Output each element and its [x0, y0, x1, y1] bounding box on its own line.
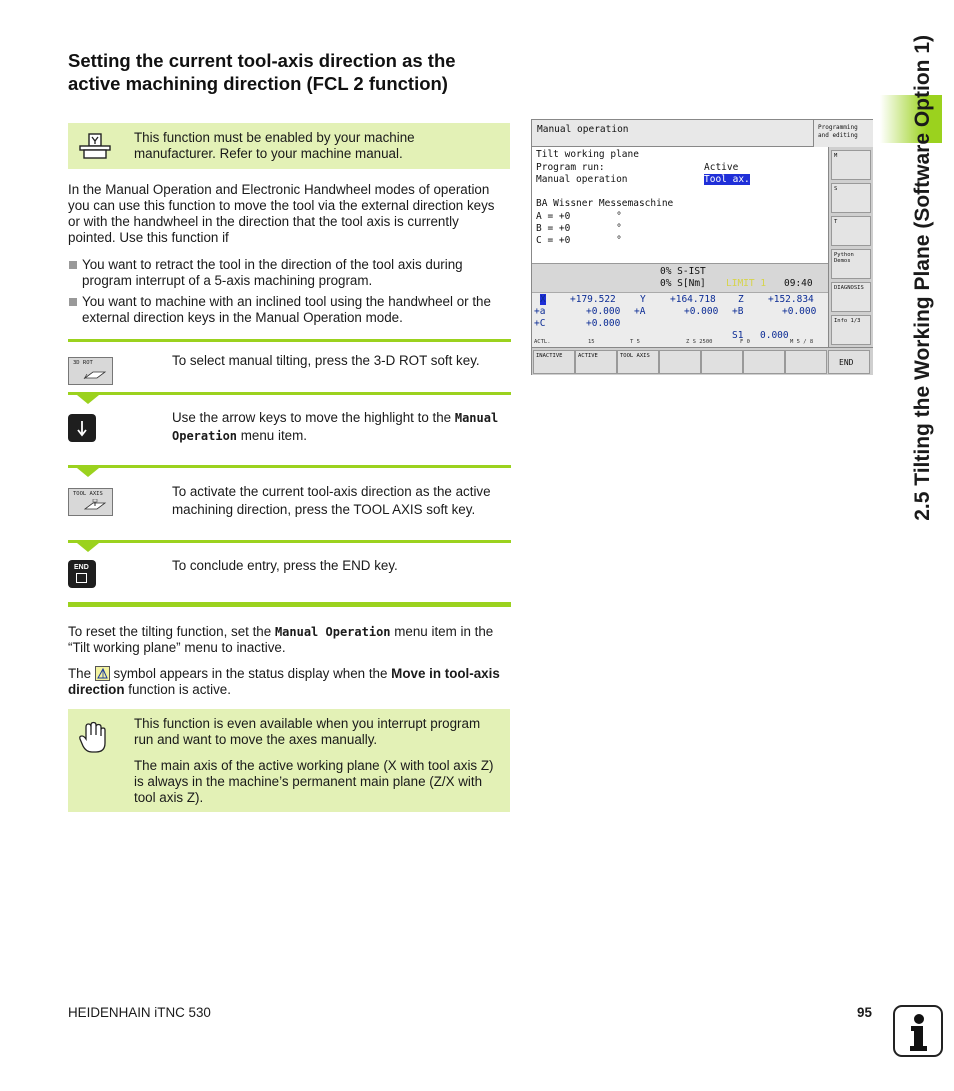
bullet-marker [69, 298, 77, 306]
tilt-menu [532, 147, 828, 264]
softkey-python-demos[interactable]: Python Demos [831, 249, 871, 279]
screen-header-right: Programming and editing [813, 120, 873, 147]
tool-axis-status-icon [95, 666, 110, 681]
arrow-down-key[interactable] [68, 414, 96, 442]
manufacturer-note-text: This function must be enabled by your machine manufacturer. Refer to your machine manual. [134, 130, 415, 161]
screen-header: Manual operation [532, 120, 813, 147]
intro-paragraph: In the Manual Operation and Electronic Handwheel modes of operation you can use this function to move the tool via the external direction keys or with the handwheel in the direction that the tool axis is currently pointed. Use this function if [68, 182, 495, 245]
softkey-diagnosis[interactable]: DIAGNOSIS [831, 282, 871, 312]
softkey-empty[interactable] [743, 350, 785, 374]
position-display: X +179.522 Y +164.718 Z +152.834 +a +0.000 +A +0.000 +B +0.000 +C +0.000 S1 0.000 ACTL. 15 T 5 Z S 2500 F 0 M 5 / 8 [532, 292, 828, 347]
clock: 09:40 [784, 278, 813, 289]
manufacturer-note [68, 123, 510, 169]
step-divider [68, 540, 511, 543]
softkey-info[interactable]: Info 1/3 [831, 315, 871, 345]
tool-axis-icon [83, 499, 107, 511]
softkey-m[interactable]: M [831, 150, 871, 180]
tool-axis-softkey[interactable]: TOOL AXIS [68, 488, 113, 516]
arrow-down-marker [77, 468, 99, 477]
reset-paragraph: To reset the tilting function, set the Manual Operation menu item in the “Tilt working plane” menu to inactive. [68, 624, 494, 655]
status-area: 0% S-IST 0% S[Nm] LIMIT 1 09:40 [532, 264, 828, 296]
bullet-marker [69, 261, 77, 269]
horizontal-softkeys [532, 347, 873, 375]
hint-note-text: This function is even available when you interrupt program run and want to move the axes manually. The main axis of the active working plane (X with tool axis Z) is always in the machine’s permanent main plane (Z/X with tool axis Z). [134, 716, 494, 805]
chapter-side-title [880, 20, 942, 660]
softkey-tool-axis[interactable]: TOOL AXIS [617, 350, 659, 374]
softkey-end[interactable]: END [828, 350, 870, 374]
menu-label: Program run: [536, 162, 605, 173]
softkey-empty[interactable] [785, 350, 827, 374]
step-text: To conclude entry, press the END key. [172, 558, 398, 573]
step-divider [68, 392, 511, 395]
menu-label: Manual operation [536, 174, 628, 185]
softkey-empty[interactable] [659, 350, 701, 374]
arrow-down-icon [68, 414, 96, 442]
angle-b: B = +0 ° [536, 223, 622, 234]
softkey-s[interactable]: S [831, 183, 871, 213]
limit-indicator: LIMIT 1 [726, 278, 767, 289]
chapter-title-text: 2.5 Tilting the Working Plane (Software Option 1) [911, 35, 934, 521]
step-text: To select manual tilting, press the 3-D ROT soft key. [172, 353, 480, 368]
tilted-plane-icon [83, 368, 107, 380]
vertical-softkeys [828, 147, 873, 347]
softkey-t[interactable]: T [831, 216, 871, 246]
angle-a: A = +0 ° [536, 211, 622, 222]
step-divider [68, 465, 511, 468]
machine-icon [78, 132, 112, 167]
step-text: Use the arrow keys to move the highlight to the Manual Operation menu item. [172, 410, 499, 443]
softkey-empty[interactable] [701, 350, 743, 374]
section-title: Setting the current tool-axis direction as the active machining direction (FCL 2 function) [68, 50, 456, 94]
end-key[interactable]: END [68, 560, 96, 588]
hand-icon [78, 721, 108, 760]
softkey-inactive[interactable]: INACTIVE [533, 350, 575, 374]
menu-value[interactable]: Active [704, 162, 739, 173]
menu-title: Tilt working plane [536, 149, 639, 160]
step-divider [68, 339, 511, 342]
page-number: 95 [857, 1005, 872, 1020]
bullet-item: You want to machine with an inclined tool using the handwheel or the external direction keys in the Manual Operation mode. [68, 294, 510, 326]
symbol-paragraph: The symbol appears in the status display when the Move in tool-axis direction function is active. [68, 666, 500, 697]
step-text: To activate the current tool-axis direction as the active machining direction, press the TOOL AXIS soft key. [172, 484, 491, 517]
3d-rot-softkey[interactable]: 3D ROT [68, 357, 113, 385]
tnc-screenshot [531, 119, 873, 375]
hint-note [68, 709, 510, 812]
info-icon [893, 1005, 943, 1057]
angle-c: C = +0 ° [536, 235, 622, 246]
bullet-item: You want to retract the tool in the direction of the tool axis during program interrupt of a 5-axis machining program. [68, 257, 510, 289]
footer-product: HEIDENHAIN iTNC 530 [68, 1005, 211, 1020]
machine-name: BA Wissner Messemaschine [536, 198, 674, 209]
menu-value-selected[interactable]: Tool ax. [704, 174, 750, 185]
steps-end-divider [68, 602, 511, 607]
end-square-icon [76, 573, 87, 583]
arrow-down-marker [77, 543, 99, 552]
arrow-down-marker [77, 395, 99, 404]
softkey-active[interactable]: ACTIVE [575, 350, 617, 374]
